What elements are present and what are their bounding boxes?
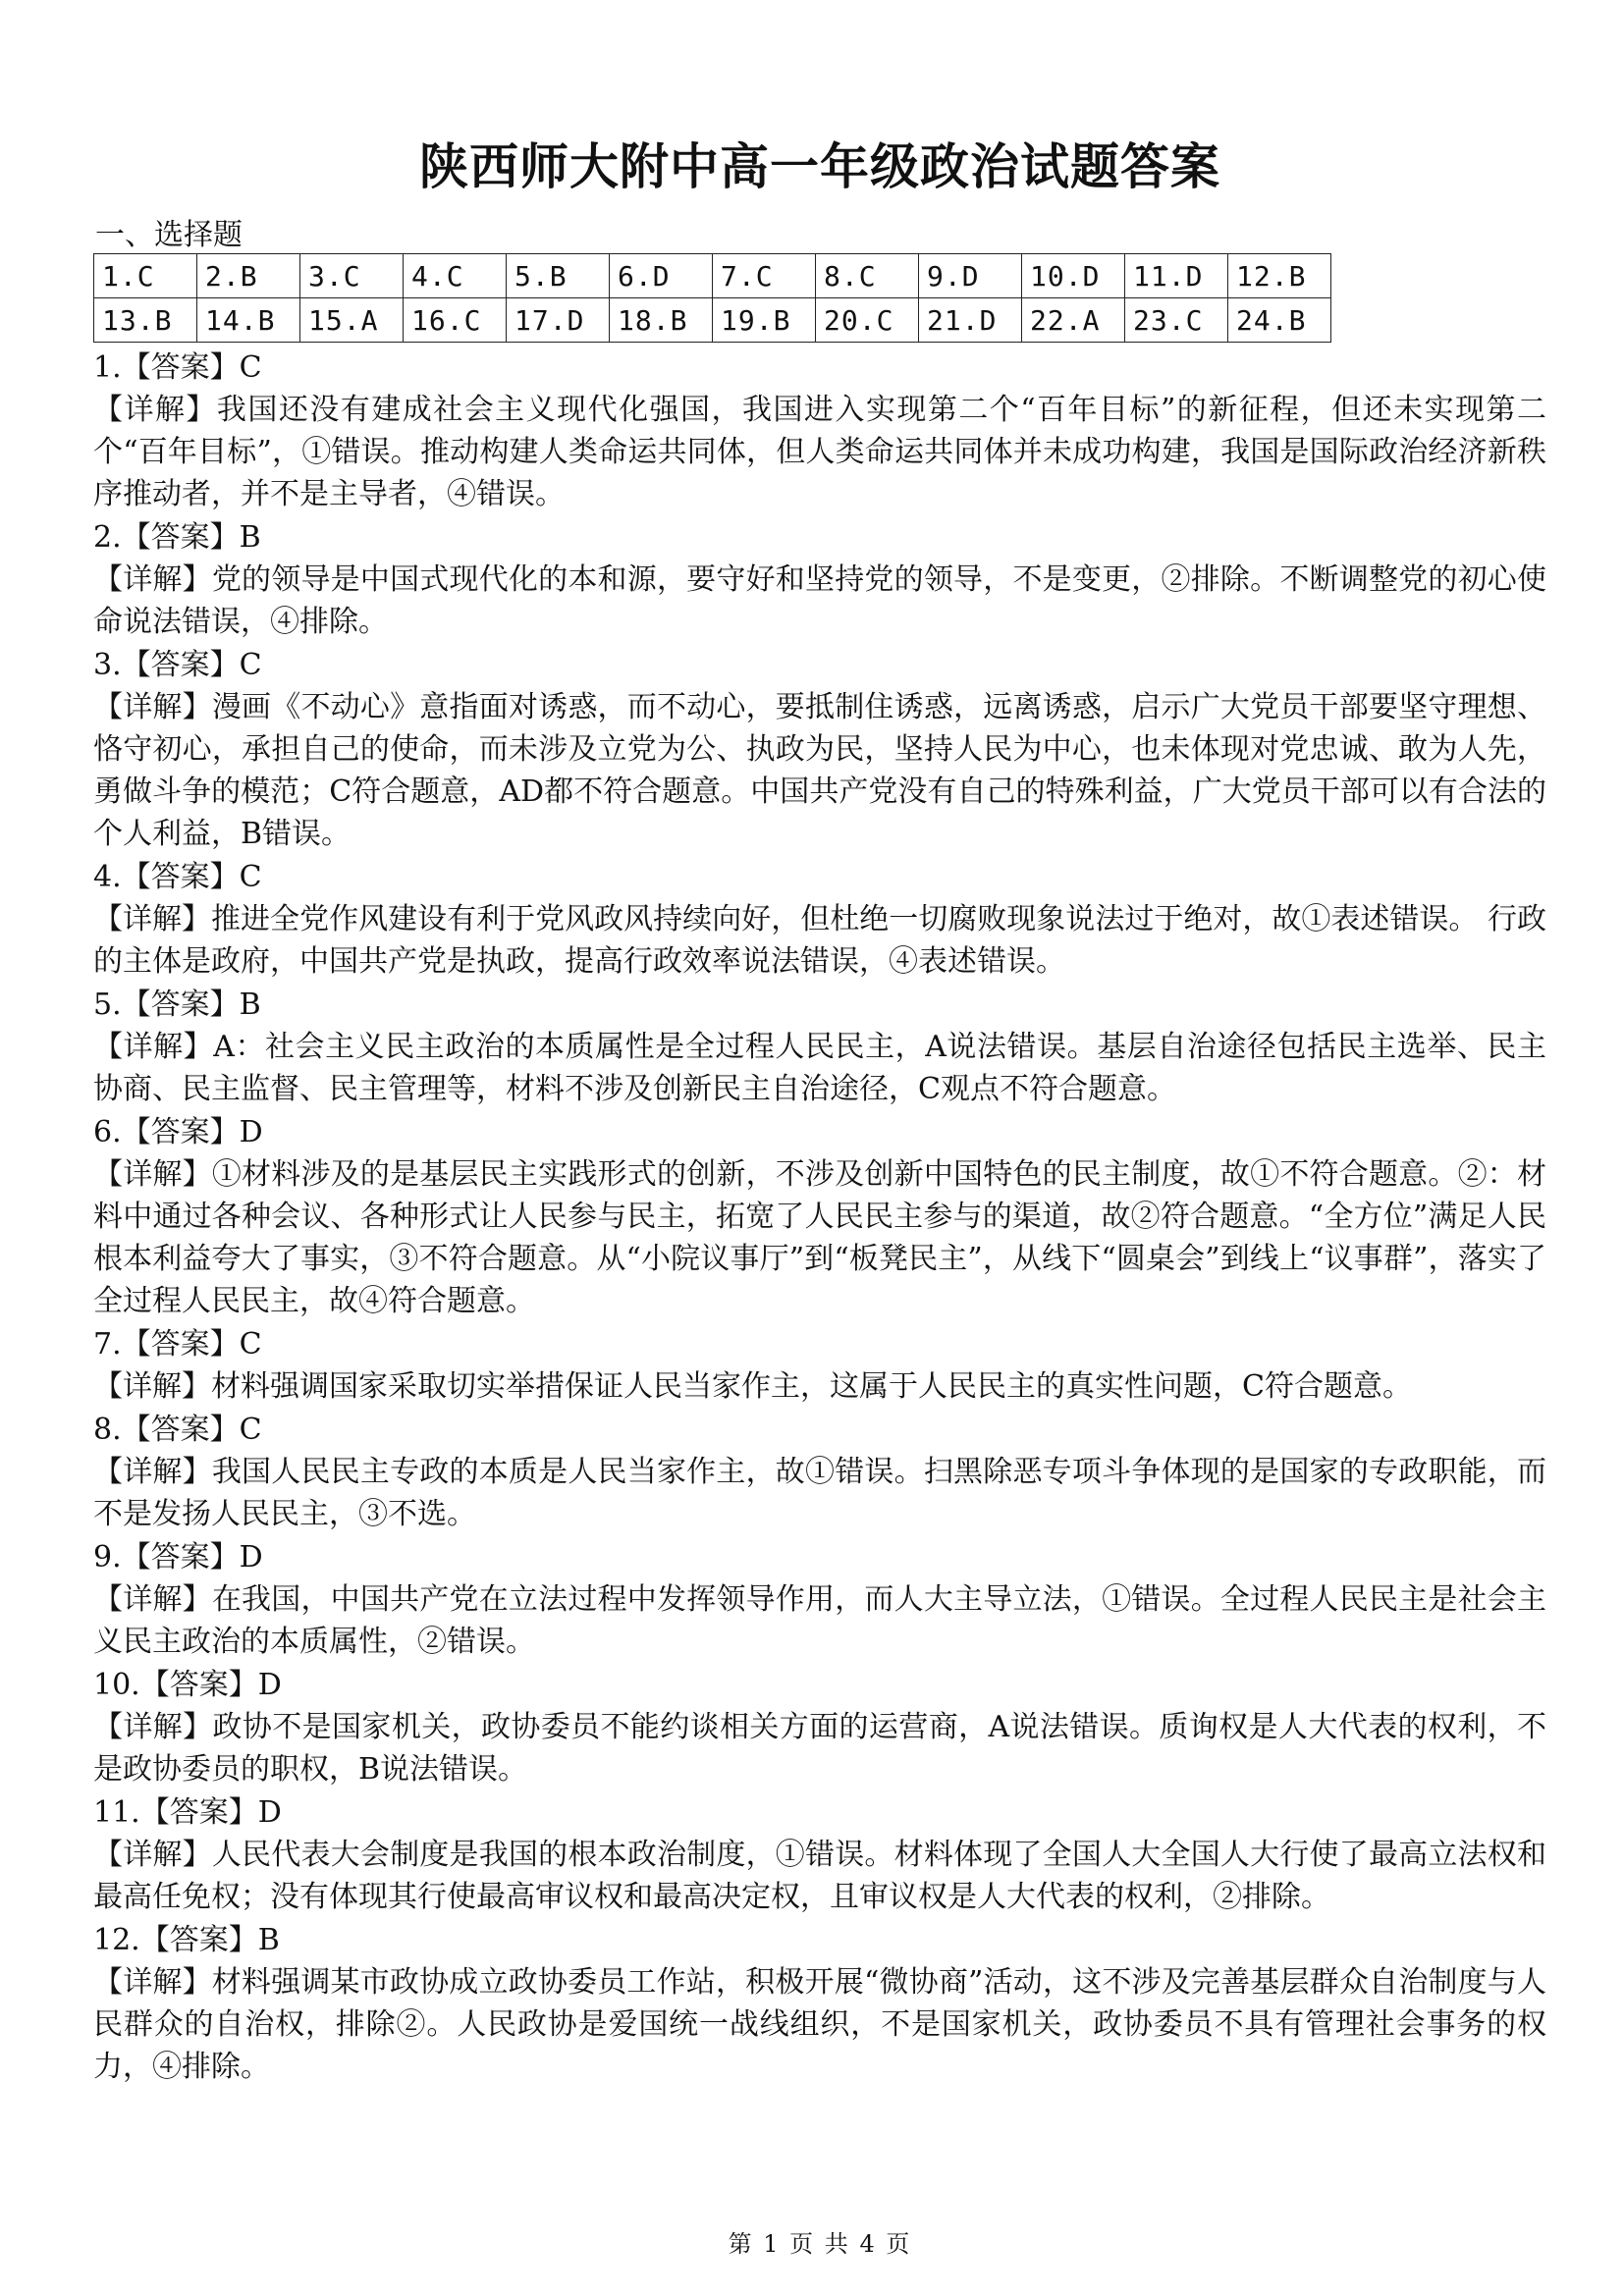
page-title: 陕西师大附中高一年级政治试题答案 [419,138,1220,195]
answer-item [93,1409,1546,1535]
answer-detail: 【详解】①材料涉及的是基层民主实践形式的创新，不涉及创新中国特色的民主制度，故①不符合题意。②：材料中通过各种会议、各种形式让人民参与民主，拓宽了人民民主参与的渠道，故②符合题意。“全方位”满足人民根本利益夸大了事实，③不符合题意。从“小院议事厅”到“板凳民主”，从线下“圆桌会”到线上“议事群”，落实了全过程人民民主，故④符合题意。 [93,1157,1546,1318]
answer-label: 5.【答案】B [93,988,261,1022]
answer-cell: 1.C [94,254,197,298]
answer-item [93,1111,1546,1322]
answer-cell: 7.C [713,254,816,298]
answer-label: 1.【答案】C [93,350,262,385]
answer-item [93,1919,1546,2088]
answer-detail: 【详解】材料强调国家采取切实举措保证人民当家作主，这属于人民民主的真实性问题，C符合题意。 [93,1369,1412,1404]
answer-cell: 3.C [300,254,404,298]
answer-label: 6.【答案】D [93,1115,263,1149]
answer-item [93,856,1546,983]
answer-item [93,644,1546,855]
answer-cell: 9.D [919,254,1022,298]
answer-label: 4.【答案】C [93,860,262,894]
answer-label: 8.【答案】C [93,1413,262,1447]
section-heading: 一、选择题 [95,218,243,252]
answer-detail: 【详解】推进全党作风建设有利于党风政风持续向好，但杜绝一切腐败现象说法过于绝对，故①表述错误。 行政的主体是政府，中国共产党是执政，提高行政效率说法错误，④表述错误。 [93,902,1546,979]
answer-cell: 19.B [713,298,816,343]
answer-cell: 24.B [1228,298,1331,343]
answer-cell: 8.C [816,254,919,298]
answer-item [93,1664,1546,1790]
answer-cell: 22.A [1022,298,1125,343]
answer-label: 12.【答案】B [93,1923,280,1957]
answer-detail: 【详解】在我国，中国共产党在立法过程中发挥领导作用，而人大主导立法，①错误。全过程人民民主是社会主义民主政治的本质属性，②错误。 [93,1582,1546,1659]
answer-row [94,254,1331,298]
answer-cell: 5.B [507,254,610,298]
answer-cell: 20.C [816,298,919,343]
answer-label: 11.【答案】D [93,1795,282,1830]
answer-label: 2.【答案】B [93,520,261,555]
answer-item [93,984,1546,1110]
answer-cell: 12.B [1228,254,1331,298]
answer-cell: 14.B [197,298,300,343]
answer-table [93,253,1331,343]
answer-cell: 17.D [507,298,610,343]
answer-item [93,1791,1546,1918]
answer-label: 9.【答案】D [93,1540,263,1575]
answer-label: 7.【答案】C [93,1327,262,1362]
answer-cell: 23.C [1125,298,1228,343]
answer-label: 3.【答案】C [93,648,262,682]
answer-item [93,1536,1546,1663]
answer-detail: 【详解】A：社会主义民主政治的本质属性是全过程人民民主，A说法错误。基层自治途径包括民主选举、民主协商、民主监督、民主管理等，材料不涉及创新民主自治途径，C观点不符合题意。 [93,1030,1546,1106]
answer-cell: 16.C [404,298,507,343]
answer-cell: 15.A [300,298,404,343]
answer-cell: 6.D [610,254,713,298]
answer-detail: 【详解】材料强调某市政协成立政协委员工作站，积极开展“微协商”活动，这不涉及完善基层群众自治制度与人民群众的自治权，排除②。人民政协是爱国统一战线组织，不是国家机关，政协委员不具有管理社会事务的权力，④排除。 [93,1965,1546,2084]
answer-detail: 【详解】党的领导是中国式现代化的本和源，要守好和坚持党的领导，不是变更，②排除。不断调整党的初心使命说法错误，④排除。 [93,562,1546,639]
answer-detail: 【详解】我国还没有建成社会主义现代化强国，我国进入实现第二个“百年目标”的新征程，但还未实现第二个“百年目标”，①错误。推动构建人类命运共同体，但人类命运共同体并未成功构建，我国是国际政治经济新秩序推动者，并不是主导者，④错误。 [93,393,1546,511]
answer-item [93,1323,1546,1408]
answer-explanations [93,346,1546,2088]
answer-detail: 【详解】政协不是国家机关，政协委员不能约谈相关方面的运营商，A说法错误。质询权是人大代表的权利，不是政协委员的职权，B说法错误。 [93,1710,1546,1787]
answer-row [94,298,1331,343]
answer-cell: 21.D [919,298,1022,343]
answer-detail: 【详解】我国人民民主专政的本质是人民当家作主，故①错误。扫黑除恶专项斗争体现的是国家的专政职能，而不是发扬人民民主，③不选。 [93,1455,1546,1531]
answer-cell: 4.C [404,254,507,298]
answer-cell: 11.D [1125,254,1228,298]
answer-detail: 【详解】漫画《不动心》意指面对诱惑，而不动心，要抵制住诱惑，远离诱惑，启示广大党员干部要坚守理想、恪守初心，承担自己的使命，而未涉及立党为公、执政为民，坚持人民为中心，也未体现对党忠诚、敢为人先，勇做斗争的模范；C符合题意，AD都不符合题意。中国共产党没有自己的特殊利益，广大党员干部可以有合法的个人利益，B错误。 [93,690,1546,851]
answer-cell: 13.B [94,298,197,343]
page-footer: 第 1 页 共 4 页 [728,2230,912,2258]
answer-cell: 18.B [610,298,713,343]
answer-label: 10.【答案】D [93,1668,282,1702]
answer-cell: 2.B [197,254,300,298]
answer-item [93,516,1546,643]
answer-cell: 10.D [1022,254,1125,298]
answer-detail: 【详解】人民代表大会制度是我国的根本政治制度，①错误。材料体现了全国人大全国人大行使了最高立法权和最高任免权；没有体现其行使最高审议权和最高决定权，且审议权是人大代表的权利，②排除。 [93,1838,1546,1914]
answer-item [93,347,1546,515]
